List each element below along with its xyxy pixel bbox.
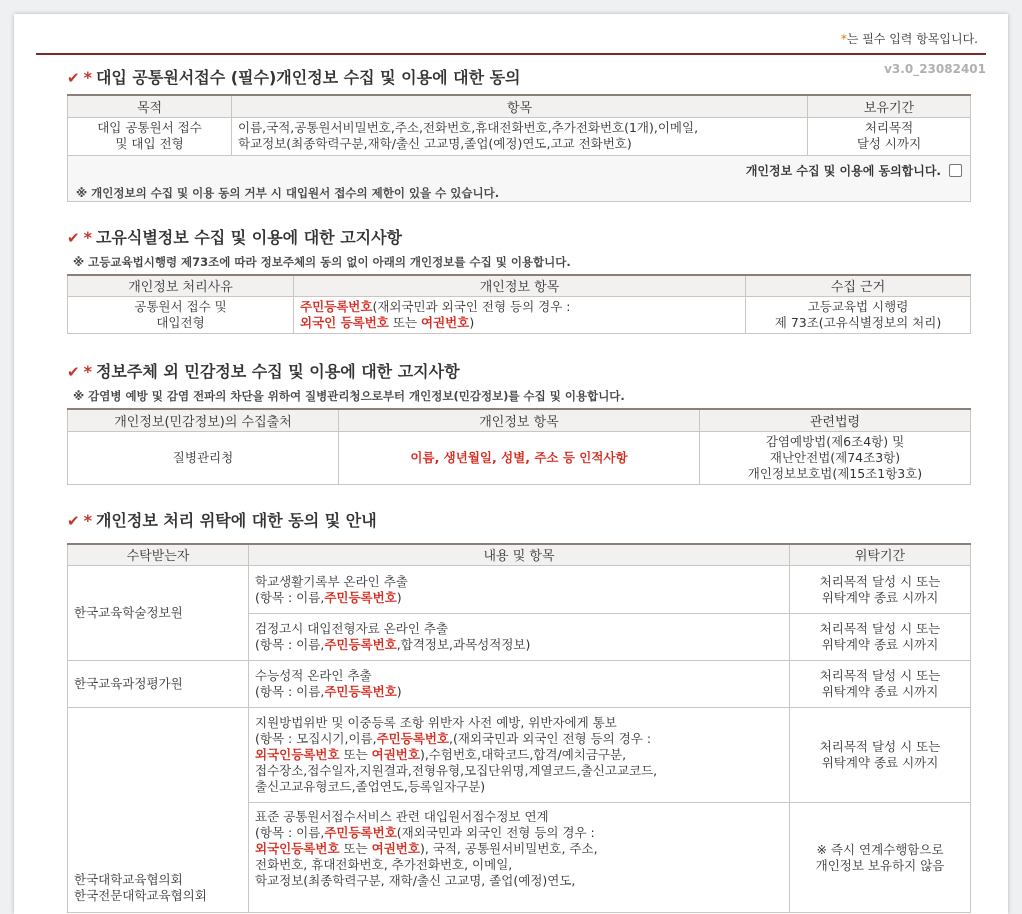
refusal-warning: ※ 개인정보의 수집 및 이용 동의 거부 시 대입원서 접수의 제한이 있을 수 있습니다. [76,185,500,200]
header-items: 항목 [232,95,808,117]
section-sensitive-info [67,360,971,485]
section-title: ✔ * 고유식별정보 수집 및 이용에 대한 고지사항 [67,227,403,247]
check-icon: ✔ [67,69,80,87]
header-content: 내용 및 항목 [249,544,790,566]
items-cell: 주민등록번호(재외국민과 외국인 전형 등의 경우 : 외국인 등록번호 또는 여권번호) [294,297,746,334]
content-cell: 학교생활기록부 온라인 추출 (항목 : 이름,주민등록번호) [249,566,790,614]
header-source: 개인정보(민감정보)의 수집출처 [68,409,339,431]
trustee-cell: 한국대학교육협의회 한국전문대학교육협의회 [68,708,249,913]
source-cell: 질병관리청 [68,431,339,484]
header-law: 관련법령 [700,409,971,431]
header-reason: 개인정보 처리사유 [68,275,294,297]
header-basis: 수집 근거 [746,275,971,297]
check-icon: ✔ [67,511,80,530]
header-divider [36,53,986,55]
section-required-consent [67,66,971,202]
period-cell: 처리목적 달성 시 또는 위탁계약 종료 시까지 [790,614,971,661]
check-icon: ✔ [67,228,80,247]
header-trustee: 수탁받는자 [68,544,249,566]
outsourcing-table [67,543,971,914]
trustee-cell: 한국교육학술정보원 [68,566,249,661]
content-cell: 지원방법위반 및 이중등록 조항 위반자 사전 예방, 위반자에게 통보 (항목 : 모집시기,이름,주민등록번호,(재외국민과 외국인 전형 등의 경우 : 외국인등록번호 또는 여권번호),수험번호,대학코드,합격/예치금구분, 접수장소,접수일자,지원결과,전형유형,모집단위명,계열코드,출신고교코드, 출신고교유형코드,졸업연도,등록일자구분) [249,708,790,803]
period-cell: 처리목적 달성 시 또는 위탁계약 종료 시까지 [790,708,971,803]
header-items: 개인정보 항목 [294,275,746,297]
purpose-cell: 대입 공통원서 접수 및 대입 전형 [68,117,232,155]
period-cell: 처리목적 달성 시까지 [808,117,971,155]
agree-box [67,156,971,202]
content-cell: 표준 공통원서접수서비스 관련 대입원서접수정보 연계 (항목 : 이름,주민등록번호(재외국민과 외국인 전형 등의 경우 : 외국인등록번호 또는 여권번호), 국적, 공통원서비밀번호, 주소, 전화번호, 휴대전화번호, 추가전화번호, 이메일, 학교정보(최종학력구분, 재학/출신 고교명, 졸업(예정)연도, [249,803,790,913]
required-star-icon: * [83,68,92,87]
section-title: ✔ * 정보주체 외 민감정보 수집 및 이용에 대한 고지사항 [67,362,460,381]
required-star-icon: * [83,362,92,381]
trustee-cell: 한국교육과정평가원 [68,661,249,708]
required-star-icon: * [83,510,92,530]
consent-table [67,94,971,156]
header-period: 위탁기간 [790,544,971,566]
header-items: 개인정보 항목 [339,409,700,431]
content-cell: 수능성적 온라인 추출 (항목 : 이름,주민등록번호) [249,661,790,708]
basis-cell: 고등교육법 시행령 제 73조(고유식별정보의 처리) [746,297,971,334]
required-note: *는 필수 입력 항목입니다. [840,32,978,46]
section-title: ✔ * 개인정보 처리 위탁에 대한 동의 및 안내 [67,510,377,530]
section-note: ※ 고등교육법시행령 제73조에 따라 정보주체의 동의 없이 아래의 개인정보를 수집 및 이용합니다. [73,254,571,269]
unique-id-table [67,274,971,335]
period-cell: ※ 즉시 연계수행함으로 개인정보 보유하지 않음 [790,803,971,913]
content-cell: 검정고시 대입전형자료 온라인 추출 (항목 : 이름,주민등록번호,합격정보,과목성적정보) [249,614,790,661]
items-cell: 이름,국적,공통원서비밀번호,주소,전화번호,휴대전화번호,추가전화번호(1개),이메일, 학교정보(최종학력구분,재학/출신 고교명,졸업(예정)연도,고교 전화번호) [232,117,808,155]
sensitive-info-table [67,408,971,485]
period-cell: 처리목적 달성 시 또는 위탁계약 종료 시까지 [790,566,971,614]
check-icon: ✔ [67,363,80,381]
consent-page [14,14,1008,914]
period-cell: 처리목적 달성 시 또는 위탁계약 종료 시까지 [790,661,971,708]
section-outsourcing [67,509,971,914]
items-cell: 이름, 생년월일, 성별, 주소 등 인적사항 [339,431,700,484]
header-purpose: 목적 [68,95,232,117]
agree-checkbox[interactable] [949,164,962,177]
reason-cell: 공통원서 접수 및 대입전형 [68,297,294,334]
law-cell: 감염예방법(제6조4항) 및 재난안전법(제74조3항) 개인정보보호법(제15조1항3호) [700,431,971,484]
section-unique-id [67,226,971,335]
version-label: v3.0_23082401 [884,62,986,76]
agree-label[interactable]: 개인정보 수집 및 이용에 동의합니다. [745,163,941,178]
required-star-icon: * [83,227,92,247]
section-title: ✔ * 대입 공통원서접수 (필수)개인정보 수집 및 이용에 대한 동의 [67,68,521,87]
header-period: 보유기간 [808,95,971,117]
section-note: ※ 감염병 예방 및 감염 전파의 차단을 위하여 질병관리청으로부터 개인정보(민감정보)를 수집 및 이용합니다. [73,389,625,403]
